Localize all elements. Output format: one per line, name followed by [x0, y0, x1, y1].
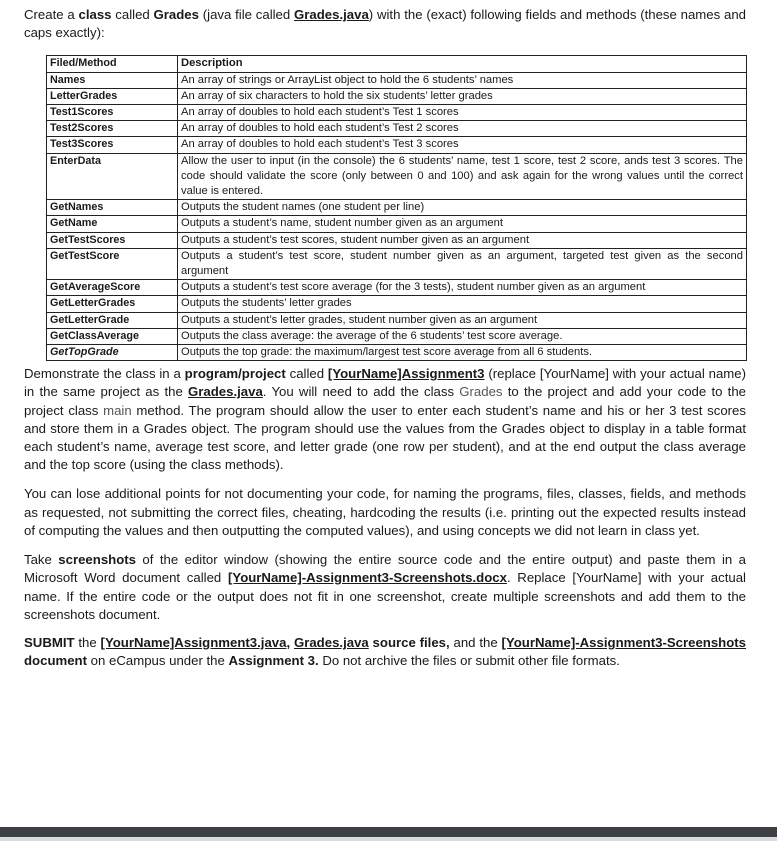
- method-description: Outputs the student names (one student per line): [178, 200, 747, 216]
- method-description: Outputs a student’s letter grades, student number given as an argument: [178, 312, 747, 328]
- method-description: Allow the user to input (in the console) the 6 students’ name, test 1 score, test 2 score, ands test 3 scores. The code should validate the score (only between 0 and 100) and ask again for the wrong values until the correct value is entered.: [178, 153, 747, 200]
- method-name: Test2Scores: [47, 121, 178, 137]
- demo-text: called: [285, 366, 328, 382]
- assignment-3-label: Assignment 3.: [228, 653, 319, 669]
- table-row: [47, 153, 747, 200]
- table-row: [47, 345, 747, 361]
- table-row: [47, 88, 747, 104]
- screens-text: of the editor window (showing the entire source code and the entire output) and paste them in a Microsoft Word document called: [24, 552, 746, 586]
- method-description: Outputs a student’s test scores, student number given as an argument: [178, 232, 747, 248]
- method-name: GetLetterGrades: [47, 296, 178, 312]
- table-row: [47, 216, 747, 232]
- source-files-label: source files,: [368, 634, 450, 650]
- method-name: GetClassAverage: [47, 328, 178, 344]
- method-description: Outputs the class average: the average of the 6 students’ test score average.: [178, 328, 747, 344]
- demo-text: . You will need to add the class: [262, 384, 460, 400]
- table-row: [47, 312, 747, 328]
- screens-text: . Replace [YourName] with your actual name. If the entire code or the output does not fit in one screenshot, create multiple screenshots and add them to the screenshots document.: [24, 570, 746, 622]
- demo-text: Demonstrate the class in a: [24, 366, 185, 382]
- method-name: Names: [47, 72, 178, 88]
- screens-text: Take: [24, 552, 59, 568]
- method-name: GetTopGrade: [47, 345, 178, 361]
- page-bottom-border: [0, 827, 777, 837]
- grades-java-file: Grades.java: [293, 634, 369, 650]
- screenshots-paragraph: [24, 551, 746, 624]
- screenshots-document-name: [YourName]-Assignment3-Screenshots: [501, 634, 747, 650]
- table-row: [47, 200, 747, 216]
- intro-text: called: [111, 7, 154, 22]
- submit-text: the: [74, 634, 101, 650]
- submit-text: on eCampus under the: [87, 653, 229, 669]
- table-row: [47, 328, 747, 344]
- method-description: An array of doubles to hold each student’s Test 1 scores: [178, 105, 747, 121]
- submit-text: and the: [449, 634, 502, 650]
- method-name: Test1Scores: [47, 105, 178, 121]
- method-description: Outputs a student’s test score average (for the 3 tests), student number given as an argument: [178, 280, 747, 296]
- method-name: GetAverageScore: [47, 280, 178, 296]
- main-method-ref: main: [103, 402, 132, 418]
- method-name: EnterData: [47, 153, 178, 200]
- submit-paragraph: [24, 634, 746, 670]
- grades-class-ref: Grades: [459, 384, 503, 400]
- points-paragraph: You can lose additional points for not documenting your code, for naming the programs, files, classes, fields, and methods as requested, not submitting the correct files, cheating, hardcoding the results (i.e. printing out the expected results instead of computing the values and then outputting the computed values), and using concepts we did not learn in class yet.: [24, 486, 746, 538]
- intro-text: ) with the (exact) following fields and methods (these names and caps exactly):: [24, 7, 746, 41]
- submit-text: ,: [286, 634, 294, 650]
- method-description: Outputs the students’ letter grades: [178, 296, 747, 312]
- page-bottom-strip: [0, 837, 777, 841]
- intro-text: Create a: [24, 7, 79, 22]
- method-name: GetTestScores: [47, 232, 178, 248]
- method-name: GetLetterGrade: [47, 312, 178, 328]
- table-header-row: [47, 56, 747, 72]
- screenshots-word: screenshots: [58, 552, 136, 568]
- method-name: GetTestScore: [47, 248, 178, 279]
- submit-text: Do not archive the files or submit other file formats.: [318, 653, 620, 669]
- table-row: [47, 105, 747, 121]
- grades-file-name: Grades.java: [188, 384, 263, 400]
- document-word: document: [24, 653, 88, 669]
- fields-methods-table: [46, 55, 747, 361]
- demo-text: to the project and add your code to the project class: [24, 384, 746, 418]
- table-row: [47, 137, 747, 153]
- method-name: GetNames: [47, 200, 178, 216]
- table-row: [47, 232, 747, 248]
- screenshots-doc-name: [YourName]-Assignment3-Screenshots.docx: [227, 570, 507, 586]
- method-description: Outputs a student’s name, student number given as an argument: [178, 216, 747, 232]
- table-row: [47, 248, 747, 279]
- intro-paragraph: [24, 6, 746, 42]
- method-description: An array of six characters to hold the six students’ letter grades: [178, 88, 747, 104]
- table-row: [47, 121, 747, 137]
- demo-text: (replace [YourName] with your actual name) in the same project as the: [24, 366, 746, 400]
- method-description: An array of strings or ArrayList object to hold the 6 students’ names: [178, 72, 747, 88]
- assignment-java-file: [YourName]Assignment3.java: [100, 634, 287, 650]
- file-name: Grades.java: [294, 7, 369, 22]
- method-name: GetName: [47, 216, 178, 232]
- header-description: Description: [178, 56, 747, 72]
- method-name: LetterGrades: [47, 88, 178, 104]
- table-row: [47, 72, 747, 88]
- submit-word: SUBMIT: [24, 634, 75, 650]
- method-name: Test3Scores: [47, 137, 178, 153]
- method-description: Outputs a student’s test score, student number given as an argument, targeted test given as the second argument: [178, 248, 747, 279]
- method-description: Outputs the top grade: the maximum/largest test score average from all 6 students.: [178, 345, 747, 361]
- demonstrate-paragraph: [24, 365, 746, 474]
- method-description: An array of doubles to hold each student’s Test 3 scores: [178, 137, 747, 153]
- table-row: [47, 296, 747, 312]
- program-project-label: program/project: [184, 366, 286, 382]
- header-field-method: Filed/Method: [47, 56, 178, 72]
- intro-text: (java file called: [198, 7, 295, 22]
- class-name: Grades: [153, 7, 199, 22]
- document-page: [24, 0, 746, 670]
- class-word: class: [78, 7, 112, 22]
- table-row: [47, 280, 747, 296]
- assignment-name: [YourName]Assignment3: [327, 366, 485, 382]
- method-description: An array of doubles to hold each student’s Test 2 scores: [178, 121, 747, 137]
- demo-text: method. The program should allow the user to enter each student’s name and his or her 3 test scores and store them in a Grades object. The program should use the values from the Grades object to display in a table format each student’s name, average test score, and letter grade (one row per student), and at the end output the class average and the top score (using the class methods).: [24, 402, 746, 473]
